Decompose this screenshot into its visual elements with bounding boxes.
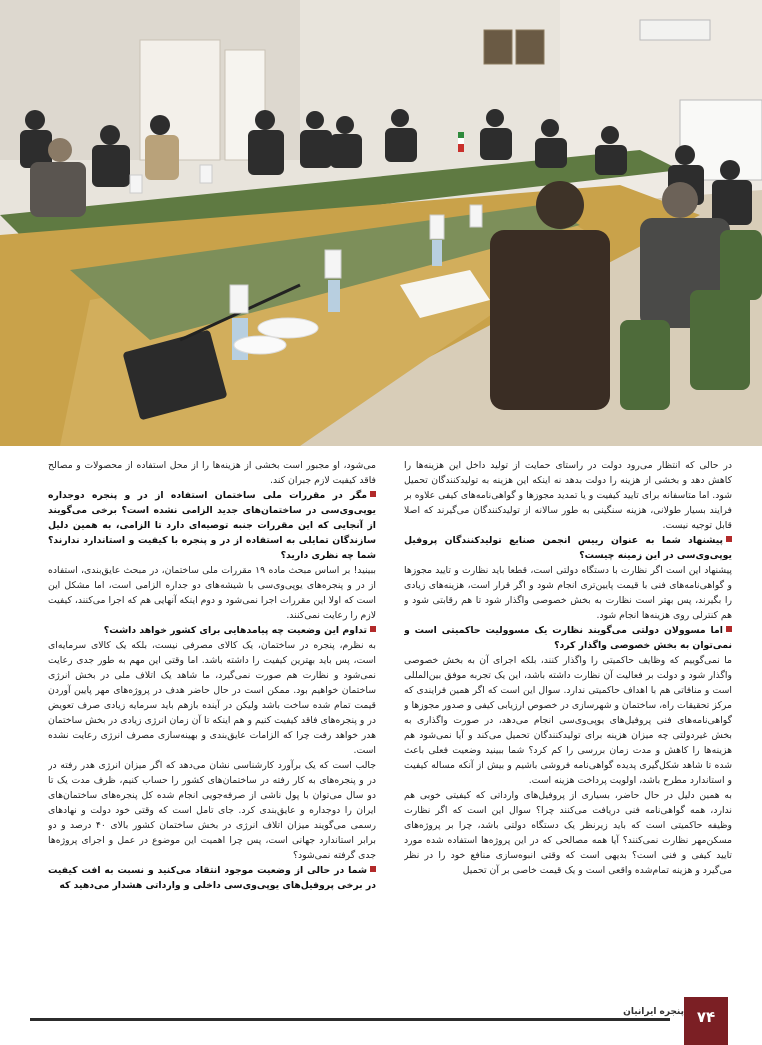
- article-column-right: [404, 458, 732, 978]
- question-text: مگر در مقررات ملی ساختمان استفاده از در و پنجره دوجداره یوپی‌وی‌سی در ساختمان‌های جدید الزامی نشده است؟ برخی می‌گویند از آنجایی که این مقررات جنبه توصیه‌ای دارد تا الزامی، به همین دلیل سازندگان تمایلی به استفاده از در و پنجره با کیفیت و استاندارد ندارند؟ شما چه نظری دارید؟: [48, 490, 376, 561]
- question-marker-icon: [726, 626, 732, 632]
- interview-question: [48, 488, 376, 563]
- meeting-photo: [0, 0, 762, 446]
- article-column-left: [48, 458, 376, 978]
- question-text: تداوم این وضعیت چه پیامدهایی برای کشور خواهد داشت؟: [103, 625, 367, 636]
- answer-paragraph: می‌شود، او مجبور است بخشی از هزینه‌ها را از محل استفاده از محصولات و مصالح فاقد کیفیت لازم جبران کند.: [48, 460, 376, 486]
- answer-paragraph: پیشنهاد این است اگر نظارت با دستگاه دولتی است، قطعا باید نظارت و تایید مجوزها و گواهی‌نامه‌های فنی با قیمت پایین‌تری انجام شود و اگر قرار است، هزینه‌های زیادی را بگیرند، پس بهتر است نظارت به بخش خصوصی واگذار شود تا هم رقابتی شود و هم کنترلی روی هزینه‌ها انجام شود.: [404, 565, 732, 621]
- meeting-photo-illustration: [0, 0, 762, 446]
- article-body: [0, 458, 762, 978]
- question-marker-icon: [370, 491, 376, 497]
- answer-paragraph: ما نمی‌گوییم که وظایف حاکمیتی را واگذار کنند، بلکه اجرای آن به بخش خصوصی واگذار شود و دولت بر فعالیت آن نظارت داشته باشد، این یک تجربه موفق بین‌المللی است و منافاتی هم با اهداف حاکمیتی ندارد. سوال این است که اگر همین فرایندی که مرکز تحقیقات راه، ساختمان و شهرسازی در خصوص ارزیابی کیفی و صدور مجوزها و گواهی‌نامه‌های فنی پروفیل‌های یوپی‌وی‌سی انجام می‌دهد، در صورت واگذاری به بخش غیردولتی چه میزان هزینه برای تولیدکنندگان تحمیل می‌کند و آیا نمی‌شود هم هزینه‌ها را کاهش و مدت زمان بررسی را کم کرد؟ شما ببینید وضعیت فعلی باعث شده تا شاهد شکل‌گیری پدیده گواهی‌نامه فروشی باشیم و بیش از آنکه مساله کیفیت و استاندارد مطرح باشد، اولویت پرداخت هزینه است.: [404, 655, 732, 786]
- interview-question: [48, 623, 376, 638]
- answer-paragraph: در حالی که انتظار می‌رود دولت در راستای حمایت از تولید داخل این هزینه‌ها را کاهش دهد و بخشی از هزینه را دولت بدهد نه اینکه این هزینه به تولیدکنندگان تحمیل شود. اما متاسفانه برای تایید کیفیت و یا تمدید مجوزها و گواهی‌نامه‌های کیفی علاوه بر فرایند بسیار طولانی، هزینه سنگینی به طور سالانه از تولیدکنندگان می‌گیرند که اصلا قابل توجیه نیست.: [404, 460, 732, 531]
- question-text: اما مسوولان دولتی می‌گویند نظارت یک مسوولیت حاکمیتی است و نمی‌توان به بخش خصوصی واگذار کرد؟: [404, 625, 732, 651]
- answer-paragraph: به همین دلیل در حال حاضر، بسیاری از پروفیل‌های وارداتی که کیفیتی خوبی هم ندارد، همه گواهی‌نامه فنی دریافت می‌کنند چرا؟ سوال این است که اگر نظارت وظیفه حاکمیتی است که باید زیرنظر یک دستگاه دولتی باشد، چرا بر پروژه‌های مسکن‌مهر نظارت نمی‌کنند؟ آیا همه مصالحی که در این پروژه‌ها استفاده شده مورد تایید کیفی و فنی است؟ بدیهی است که وقتی انبوه‌سازی منافع خود را در نظر می‌گیرد و هزینه تمام‌شده واقعی است و یک قیمت خاصی بر آن تحمیل: [404, 790, 732, 876]
- answer-paragraph: به نظرم، پنجره در ساختمان، یک کالای مصرفی نیست، بلکه یک کالای سرمایه‌ای است، پس باید بهترین کیفیت را داشته باشد. اما وقتی این مهم به طور جدی رعایت نمی‌شود و نظارت هم صورت نمی‌گیرد، ما شاهد یک اتلاف ملی در بخش انرژی ساختمان خواهیم بود. ممکن است در حال حاضر هدف در پروژه‌های مهر پایین آوردن قیمت تمام شده ساخت باشد ولیکن در آینده بازهم باید سرمایه زیادی صرف تعویض در و پنجره‌های فاقد کیفیت کنیم و هم اینکه تا آن زمان انرژی زیادی در بخش ساختمان هدر خواهد رفت چرا که الزامات عایق‌بندی و بهینه‌سازی مصرف انرژی رعایت نشده است.: [48, 640, 376, 756]
- interview-question: [48, 863, 376, 893]
- footer-rule: [30, 1018, 670, 1021]
- page-number-tab: [684, 997, 728, 1045]
- answer-paragraph: ببینید! بر اساس مبحث ماده ۱۹ مقررات ملی ساختمان، در مبحث عایق‌بندی، استفاده از در و پنجره‌های یوپی‌وی‌سی با شیشه‌های دو جداره الزامی است، اما مشکل این است که اولا این مقررات اجرا نمی‌شود و دوم اینکه آنهایی هم که اجرا می‌کنند، کیفیت لازم را رعایت نمی‌کنند.: [48, 565, 376, 621]
- question-marker-icon: [370, 866, 376, 872]
- interview-question: [404, 623, 732, 653]
- interview-question: [404, 533, 732, 563]
- page-number: ۷۴: [696, 1008, 716, 1026]
- question-marker-icon: [726, 536, 732, 542]
- question-marker-icon: [370, 626, 376, 632]
- answer-paragraph: جالب است که یک برآورد کارشناسی نشان می‌دهد که اگر میزان انرژی هدر رفته در در و پنجره‌های به کار رفته در ساختمان‌های کشور را حساب کنیم، ظرف مدت یک تا دو سال می‌توان با پول ناشی از صرفه‌جویی انجام شده کل پنجره‌های ساختمان‌های ایران را دوجداره و عایق‌بندی کرد. جای تامل است که وقتی خود دولت و نهادهای رسمی می‌گویند میزان اتلاف انرژی در بخش ساختمان کشور بالای ۴۰ درصد و دو برابر استاندارد جهانی است، پس چرا اهمیت این موضوع در عمل و اجرای پروژه‌ها جدی گرفته نمی‌شود؟: [48, 760, 376, 861]
- footer-publication-name: پنجره ایرانیان: [623, 1007, 684, 1017]
- question-text: شما در حالی از وضعیت موجود انتقاد می‌کنید و نسبت به افت کیفیت در برخی پروفیل‌های یوپی‌وی‌سی داخلی و وارداتی هشدار می‌دهید که: [48, 865, 376, 891]
- question-text: پیشنهاد شما به عنوان رییس انجمن صنایع تولیدکنندگان پروفیل یوپی‌وی‌سی در این زمینه چیست؟: [404, 535, 732, 561]
